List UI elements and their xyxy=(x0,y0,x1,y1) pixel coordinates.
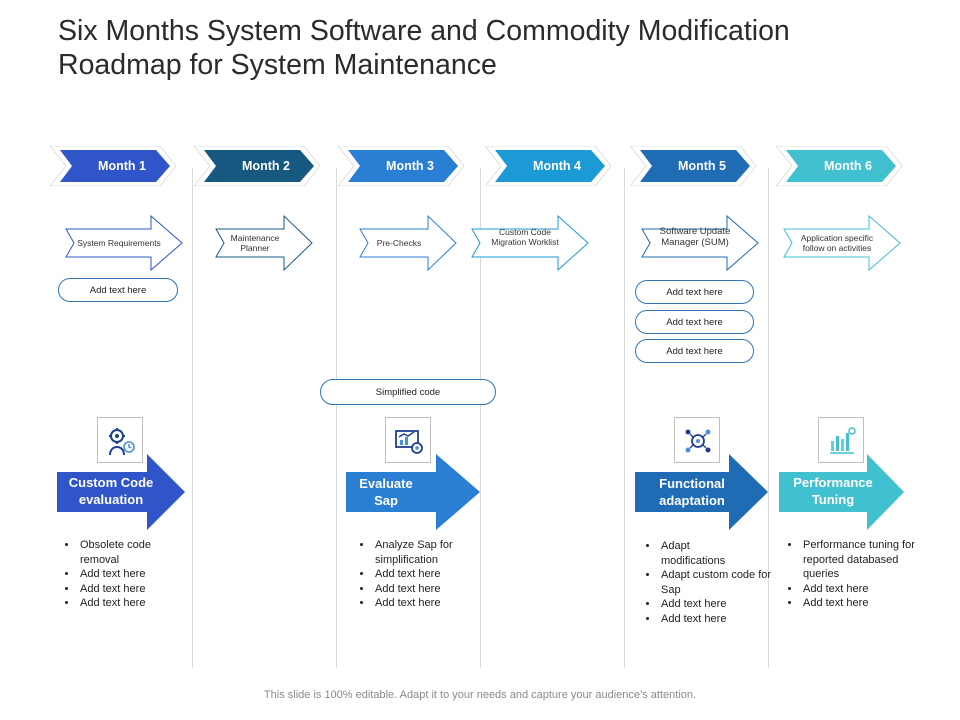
activity-arrow-2 xyxy=(214,214,334,272)
activity-text-5: Software Update Manager (SUM) xyxy=(659,226,731,248)
activity-text-3: Pre-Checks xyxy=(376,238,422,248)
bullet-item: • Add text here xyxy=(659,597,787,612)
bullet-item: • Add text here xyxy=(659,612,787,627)
activity-arrow-5 xyxy=(640,214,760,272)
month-1-label: Month 1 xyxy=(98,159,146,173)
bullet-item: • Add text here xyxy=(78,567,188,582)
analytics-dashboard-icon xyxy=(393,425,425,457)
bullet-item: • Add text here xyxy=(78,596,188,611)
phase-1-label: Custom Code evaluation xyxy=(68,475,154,507)
activity-text-4: Custom Code Migration Worklist xyxy=(491,227,559,247)
bullet-item: • Add text here xyxy=(78,582,188,597)
bullet-item: • Performance tuning for reported databased queries xyxy=(801,538,933,582)
phase-3-label: Functional adaptation xyxy=(659,476,725,508)
month-3-chevron xyxy=(338,146,464,186)
bullet-item: • Adapt modifications xyxy=(659,539,741,568)
activity-arrow-3 xyxy=(358,214,478,272)
month-3-label: Month 3 xyxy=(386,159,434,173)
activity-arrow-6 xyxy=(782,214,902,272)
bullet-item: • Add text here xyxy=(373,567,493,582)
text-placeholder-pill[interactable]: Add text here xyxy=(635,280,754,304)
month-4-chevron xyxy=(485,146,611,186)
column-divider xyxy=(192,168,193,668)
bullet-item: • Add text here xyxy=(373,596,493,611)
text-placeholder-pill[interactable]: Add text here xyxy=(635,310,754,334)
phase-4-bullets xyxy=(781,538,933,611)
performance-chart-icon xyxy=(826,425,858,457)
phase-1-bullets xyxy=(58,538,188,611)
footer-note: This slide is 100% editable. Adapt it to your needs and capture your audience’s attention. xyxy=(263,689,697,701)
page-title xyxy=(58,14,938,82)
month-6-label: Month 6 xyxy=(824,159,872,173)
month-2-label: Month 2 xyxy=(242,159,290,173)
simplified-code-pill[interactable]: Simplified code xyxy=(320,379,496,405)
activity-text-1: System Requirements xyxy=(77,238,161,248)
bullet-item: • Add text here xyxy=(373,582,493,597)
phase-1-arrow xyxy=(57,454,197,530)
month-6-chevron xyxy=(776,146,902,186)
bullet-item: • Obsolete code removal xyxy=(78,538,160,567)
month-2-chevron xyxy=(194,146,320,186)
phase-2-bullets xyxy=(353,538,493,611)
engineer-gear-icon xyxy=(105,425,137,457)
phase-3-arrow xyxy=(635,454,775,530)
text-placeholder-pill[interactable]: Add text here xyxy=(58,278,178,302)
column-divider xyxy=(624,168,625,668)
bullet-item: • Add text here xyxy=(801,596,933,611)
title-line-2: Roadmap for System Maintenance xyxy=(58,49,497,81)
activity-arrow-4 xyxy=(470,214,590,272)
month-1-chevron xyxy=(50,146,176,186)
phase-4-arrow xyxy=(779,454,919,530)
activity-text-6: Application specific follow on activities xyxy=(800,233,874,253)
phase-3-bullets xyxy=(639,539,787,626)
month-5-chevron xyxy=(630,146,756,186)
phase-2-label: Evaluate Sap xyxy=(359,476,413,508)
adaptation-network-icon xyxy=(682,425,714,457)
month-4-label: Month 4 xyxy=(533,159,581,173)
bullet-item: • Adapt custom code for Sap xyxy=(659,568,787,597)
activity-arrow-1 xyxy=(64,214,184,272)
phase-4-label: Performance Tuning xyxy=(793,475,873,507)
title-line-1: Six Months System Software and Commodity Modification xyxy=(58,15,790,47)
text-placeholder-pill[interactable]: Add text here xyxy=(635,339,754,363)
activity-text-2: Maintenance Planner xyxy=(230,233,280,253)
phase-2-arrow xyxy=(346,454,486,530)
month-5-label: Month 5 xyxy=(678,159,726,173)
bullet-item: • Analyze Sap for simplification xyxy=(373,538,493,567)
column-divider xyxy=(336,168,337,668)
bullet-item: • Add text here xyxy=(801,582,933,597)
